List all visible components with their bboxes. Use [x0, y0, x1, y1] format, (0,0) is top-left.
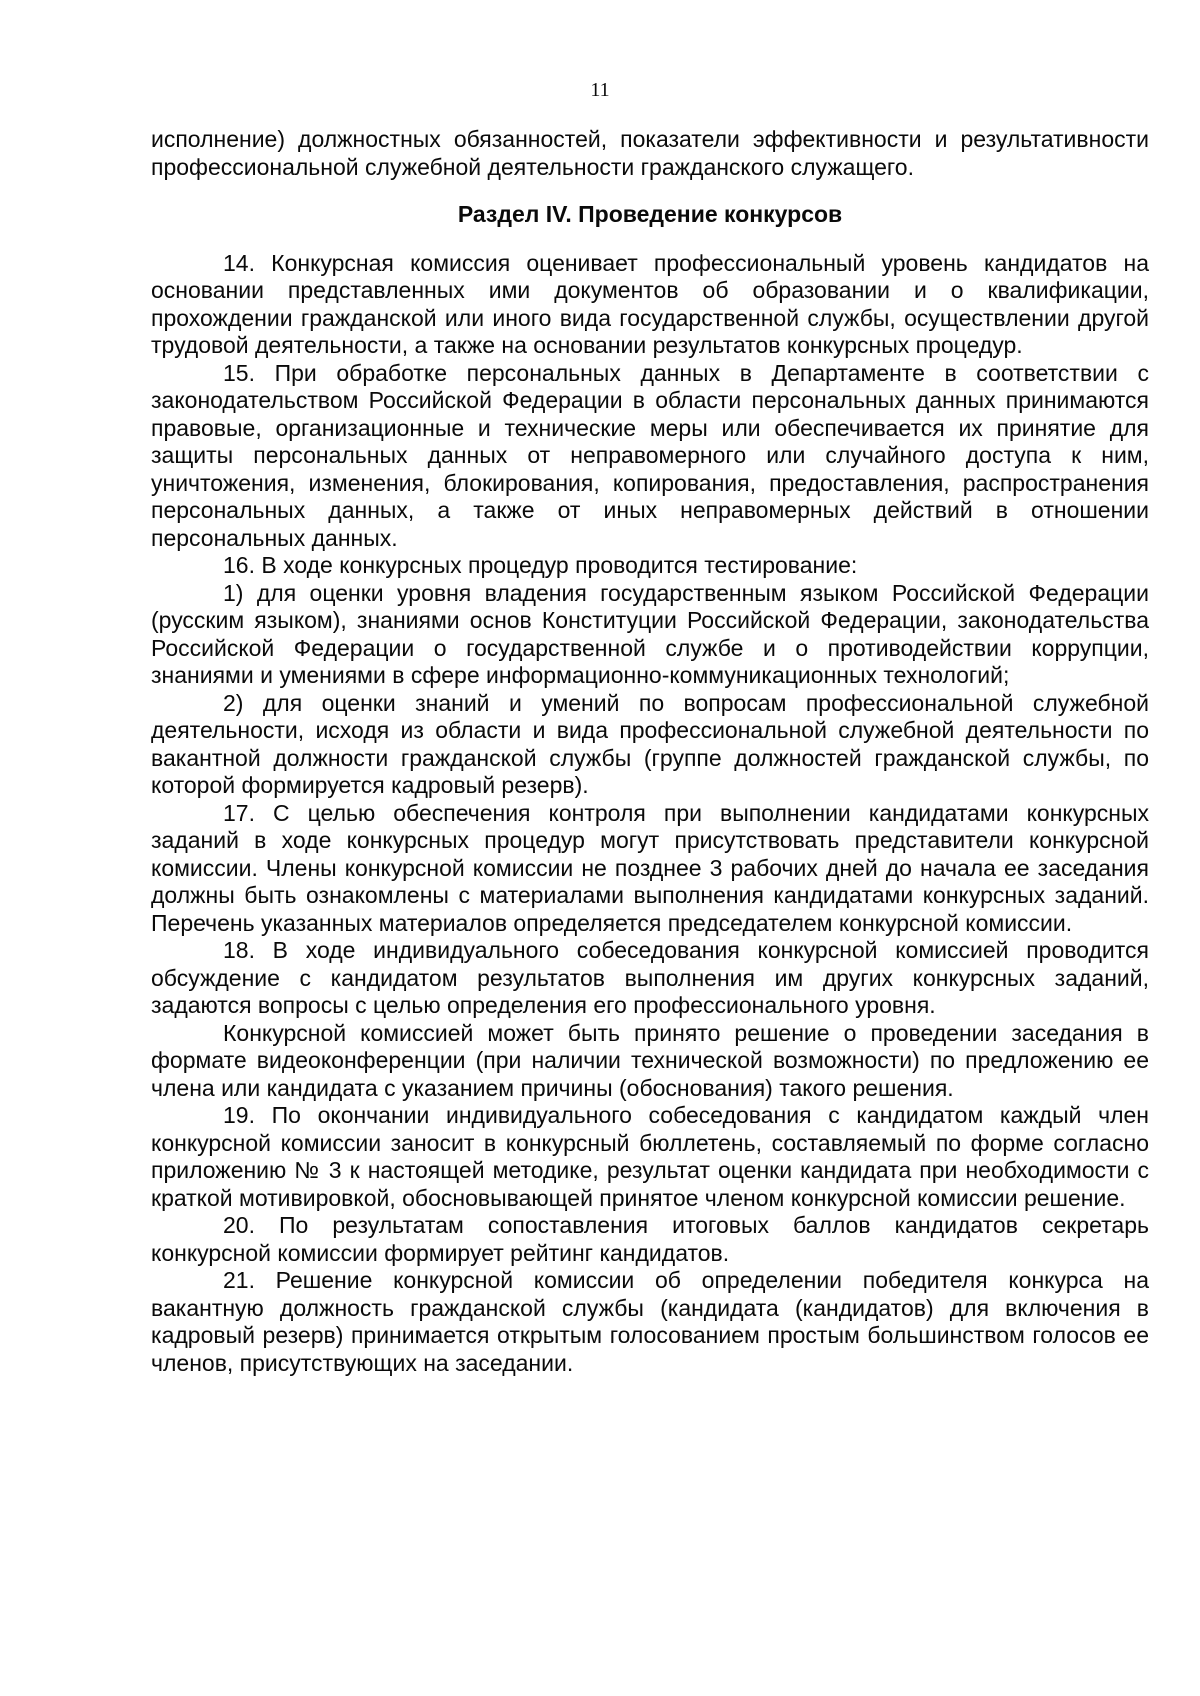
- paragraph-16-item-2: 2) для оценки знаний и умений по вопросам профессиональной служебной деятельности, исходя из области и вида профессиональной служебной деятельности по вакантной должности гражданской службы (группе должностей гражданской службы, по которой формируется кадровый резерв).: [151, 689, 1149, 798]
- document-body: [151, 126, 1149, 1377]
- paragraph-15: 15. При обработке персональных данных в Департаменте в соответствии с законодательством Российской Федерации в области персональных данных принимаются правовые, организационные и технические меры или обеспечивается их принятие для защиты персональных данных от неправомерного или случайного доступа к ним, уничтожения, изменения, блокирования, копирования, предоставления, распространения персональных данных, а также от иных неправомерных действий в отношении персональных данных.: [151, 359, 1149, 551]
- paragraph-18: 18. В ходе индивидуального собеседования конкурсной комиссией проводится обсуждение с кандидатом результатов выполнения им других конкурсных заданий, задаются вопросы с целью определения его профессионального уровня.: [151, 937, 1149, 1018]
- paragraph-18-continued: Конкурсной комиссией может быть принято решение о проведении заседания в формате видеоконференции (при наличии технической возможности) по предложению ее члена или кандидата с указанием причины (обоснования) такого решения.: [151, 1019, 1149, 1101]
- paragraph-19: 19. По окончании индивидуального собеседования с кандидатом каждый член конкурсной комиссии заносит в конкурсный бюллетень, составляемый по форме согласно приложению № 3 к настоящей методике, результат оценки кандидата при необходимости с краткой мотивировкой, обосновывающей принятое членом конкурсной комиссии решение.: [151, 1102, 1149, 1211]
- paragraph-14: 14. Конкурсная комиссия оценивает профессиональный уровень кандидатов на основании представленных ими документов об образовании и о квалификации, прохождении гражданской или иного вида государственной службы, осуществлении другой трудовой деятельности, а также на основании результатов конкурсных процедур.: [151, 249, 1149, 358]
- continuation-paragraph: исполнение) должностных обязанностей, показатели эффективности и результативности профессиональной служебной деятельности гражданского служащего.: [151, 126, 1149, 180]
- paragraph-17: 17. С целью обеспечения контроля при выполнении кандидатами конкурсных заданий в ходе конкурсных процедур могут присутствовать представители конкурсной комиссии. Члены конкурсной комиссии не позднее 3 рабочих дней до начала ее заседания должны быть ознакомлены с материалами выполнения кандидатами конкурсных заданий. Перечень указанных материалов определяется председателем конкурсной комиссии.: [151, 799, 1149, 936]
- paragraph-21: 21. Решение конкурсной комиссии об определении победителя конкурса на вакантную должность гражданской службы (кандидата (кандидатов) для включения в кадровый резерв) принимается открытым голосованием простым большинством голосов ее членов, присутствующих на заседании.: [151, 1267, 1149, 1376]
- paragraph-16: 16. В ходе конкурсных процедур проводится тестирование:: [223, 552, 858, 578]
- section-heading: Раздел IV. Проведение конкурсов: [457, 201, 843, 227]
- page-number: 11: [590, 79, 610, 101]
- paragraph-16-item-1: 1) для оценки уровня владения государственным языком Российской Федерации (русским языком), знаниями основ Конституции Российской Федерации, законодательства Российской Федерации о государственной службе и о противодействии коррупции, знаниями и умениями в сфере информационно-коммуникационных технологий;: [151, 579, 1149, 688]
- paragraph-20: 20. По результатам сопоставления итоговых баллов кандидатов секретарь конкурсной комиссии формирует рейтинг кандидатов.: [151, 1212, 1149, 1266]
